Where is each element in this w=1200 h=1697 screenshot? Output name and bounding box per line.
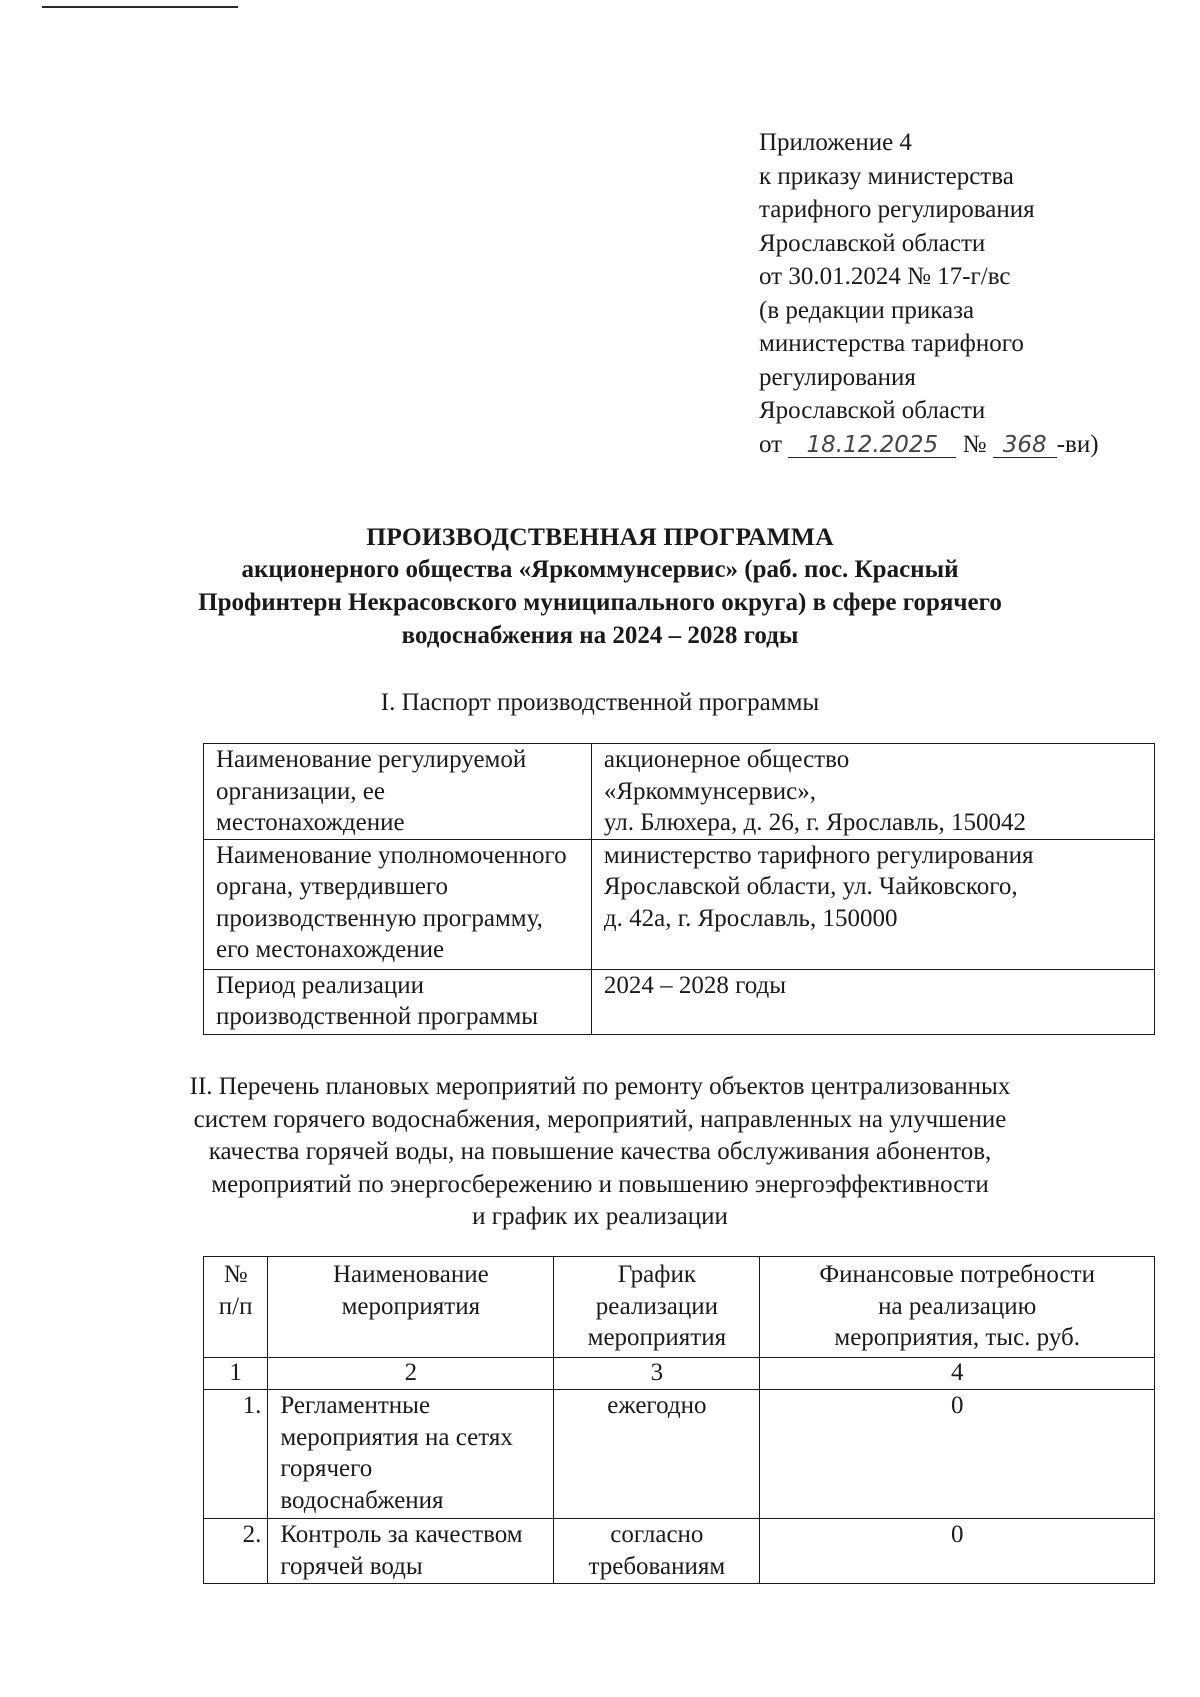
section-2-heading xyxy=(0,1071,1200,1234)
cell-line: Наименование уполномоченного xyxy=(216,841,567,869)
measure-schedule xyxy=(554,1390,760,1519)
appendix-line: Приложение 4 xyxy=(759,129,912,156)
title-line: Профинтерн Некрасовского муниципального округа) в сфере горячего xyxy=(198,589,1002,616)
appendix-line: министерства тарифного xyxy=(759,330,1024,357)
section-1-heading: I. Паспорт производственной программы xyxy=(380,689,820,716)
cell-line: водоснабжения xyxy=(280,1486,444,1514)
column-index: 4 xyxy=(760,1358,1155,1390)
cell-line: Контроль за качеством xyxy=(280,1521,523,1548)
cell-line: требованиям xyxy=(588,1552,726,1580)
column-index: 2 xyxy=(268,1358,554,1390)
cell-line: д. 42а, г. Ярославль, 150000 xyxy=(603,904,898,932)
passport-table xyxy=(203,743,1155,1035)
cell-line: согласно xyxy=(610,1521,704,1548)
cell-line: Ярославской области, ул. Чайковского, xyxy=(603,873,1018,900)
heading-line: и график их реализации xyxy=(472,1203,728,1230)
header-line: Финансовые потребности xyxy=(819,1261,1095,1288)
column-index-row xyxy=(204,1358,1155,1390)
table-header-row xyxy=(204,1257,1155,1358)
cell-line: горячей воды xyxy=(280,1552,423,1580)
cell-line: его местонахождение xyxy=(216,936,445,963)
appendix-line: от 30.01.2024 № 17-г/вс xyxy=(759,263,1011,290)
heading-line: систем горячего водоснабжения, мероприятий, направленных на улучшение xyxy=(193,1105,1007,1133)
appendix-line: к приказу министерства xyxy=(759,162,1014,190)
heading-line: мероприятий по энергосбережению и повышению энергоэффективности xyxy=(211,1170,989,1198)
heading-line: качества горячей воды, на повышение качества обслуживания абонентов, xyxy=(208,1138,992,1165)
cell-line: организации, ее xyxy=(216,777,385,805)
table-row xyxy=(204,744,1155,840)
table-row xyxy=(204,969,1155,1034)
table-row xyxy=(204,1390,1155,1519)
cell-line: Период реализации xyxy=(216,971,424,999)
handwritten-date: 18.12.2025 xyxy=(788,433,956,458)
cell-line: местонахождение xyxy=(216,809,405,836)
passport-label-cell xyxy=(204,969,592,1034)
cell-line: 2024 – 2028 годы xyxy=(603,971,787,999)
cell-line: производственной программы xyxy=(216,1003,539,1030)
passport-value-cell xyxy=(591,969,1154,1034)
header-line: мероприятия xyxy=(341,1292,481,1320)
header-line: п/п xyxy=(218,1292,253,1320)
header-line: мероприятия, тыс. руб. xyxy=(834,1324,1080,1351)
header-number xyxy=(204,1257,268,1358)
header-line: мероприятия xyxy=(587,1324,727,1351)
cell-line: органа, утвердившего xyxy=(216,873,449,900)
appendix-line: Ярославской области xyxy=(759,229,986,257)
row-number: 2. xyxy=(204,1519,268,1584)
cell-line: министерство тарифного регулирования xyxy=(603,841,1034,869)
title-line: ПРОИЗВОДСТВЕННАЯ ПРОГРАММА xyxy=(366,522,834,551)
document-title xyxy=(0,520,1200,652)
table-row xyxy=(204,1519,1155,1584)
measure-finance: 0 xyxy=(760,1390,1155,1519)
header-name xyxy=(268,1257,554,1358)
measure-name xyxy=(268,1390,554,1519)
passport-value-cell xyxy=(591,744,1154,840)
header-line: на реализацию xyxy=(878,1292,1037,1320)
cell-line: горячего xyxy=(280,1455,373,1482)
header-line: График xyxy=(617,1261,696,1288)
header-schedule xyxy=(554,1257,760,1358)
appendix-amendment-line xyxy=(759,428,1179,462)
row-number: 1. xyxy=(204,1390,268,1519)
cell-line: «Яркоммунсервис», xyxy=(603,777,816,805)
amendment-prefix: от xyxy=(759,430,783,458)
header-line: реализации xyxy=(595,1292,718,1320)
measure-name xyxy=(268,1519,554,1584)
number-sign: № xyxy=(962,430,987,458)
measures-table xyxy=(203,1256,1155,1584)
amendment-suffix: -ви) xyxy=(1056,430,1099,458)
cell-line: ежегодно xyxy=(607,1392,707,1419)
passport-label-cell xyxy=(204,744,592,840)
scan-artifact-line xyxy=(42,6,238,8)
cell-line: мероприятия на сетях xyxy=(280,1423,513,1451)
appendix-block xyxy=(759,126,1179,461)
cell-line: ул. Блюхера, д. 26, г. Ярославль, 150042 xyxy=(603,809,1026,836)
header-line: Наименование xyxy=(332,1261,489,1288)
cell-line: акционерное общество xyxy=(603,746,850,773)
header-line: № xyxy=(223,1261,248,1288)
appendix-line: (в редакции приказа xyxy=(759,296,975,324)
title-line: водоснабжения на 2024 – 2028 годы xyxy=(401,622,799,649)
column-index: 3 xyxy=(554,1358,760,1390)
heading-line: II. Перечень плановых мероприятий по ремонту объектов централизованных xyxy=(189,1073,1011,1100)
measure-schedule xyxy=(554,1519,760,1584)
title-line: акционерного общества «Яркоммунсервис» (раб. пос. Красный xyxy=(241,556,959,583)
handwritten-number: 368 xyxy=(993,433,1057,458)
cell-line: производственную программу, xyxy=(216,904,543,932)
passport-label-cell xyxy=(204,839,592,969)
cell-line: Наименование регулируемой xyxy=(216,746,527,773)
passport-value-cell xyxy=(591,839,1154,969)
cell-line: Регламентные xyxy=(280,1392,431,1419)
header-finance xyxy=(760,1257,1155,1358)
measure-finance: 0 xyxy=(760,1519,1155,1584)
column-index: 1 xyxy=(204,1358,268,1390)
appendix-line: Ярославской области xyxy=(759,397,986,424)
table-row xyxy=(204,839,1155,969)
appendix-line: регулирования xyxy=(759,363,916,391)
appendix-line: тарифного регулирования xyxy=(759,196,1035,223)
